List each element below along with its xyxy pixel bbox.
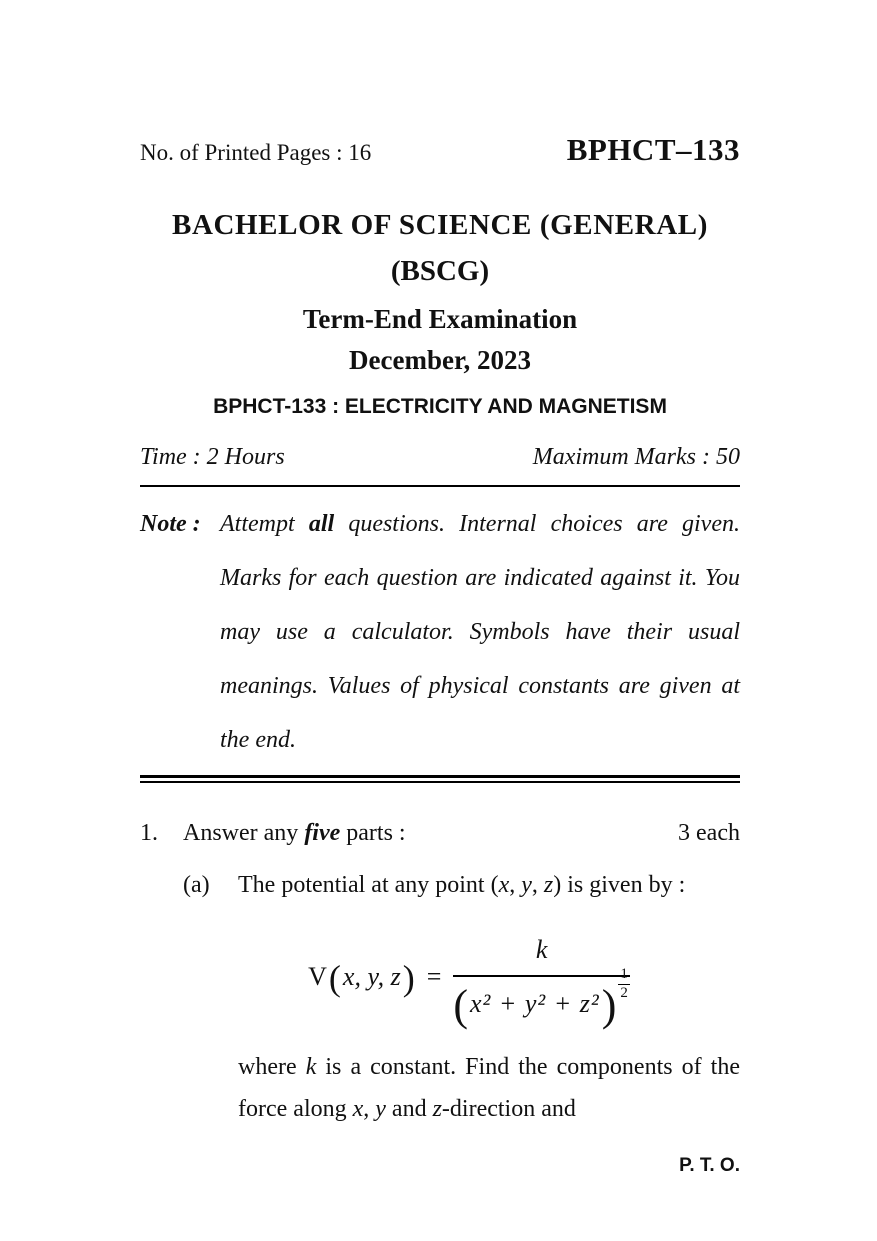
degree-title-line2: (BSCG) xyxy=(390,255,490,287)
note-label: Note : xyxy=(140,511,201,537)
course-title: BPHCT-133 : ELECTRICITY AND MAGNETISM xyxy=(213,395,667,418)
exponent-half xyxy=(618,966,630,1002)
double-horizontal-rule xyxy=(140,775,740,783)
time-marks-row xyxy=(140,442,740,473)
text-run: y xyxy=(521,872,532,898)
formula-args: x, y, z xyxy=(342,962,401,991)
note-block xyxy=(140,497,740,767)
exponent-numerator: 1 xyxy=(620,966,628,983)
part-a-text xyxy=(238,864,740,906)
part-label: (a) xyxy=(183,872,210,898)
horizontal-rule xyxy=(140,485,740,487)
time-allowed: Time : 2 Hours xyxy=(140,444,285,470)
close-paren: ) xyxy=(402,957,415,998)
question-marks: 3 each xyxy=(678,820,740,846)
printed-pages-count: No. of Printed Pages : 16 xyxy=(140,140,372,165)
question-intro xyxy=(183,817,406,850)
text-run: , xyxy=(509,872,522,898)
exponent-denominator: 2 xyxy=(620,984,628,1001)
fraction-numerator: k xyxy=(535,935,548,964)
text-run: parts : xyxy=(340,820,406,846)
denominator-body: x² + y² + z² xyxy=(470,989,600,1018)
text-run: z xyxy=(432,1096,442,1122)
open-paren: ( xyxy=(328,957,341,998)
text-run: five xyxy=(304,820,341,846)
denominator-open-paren: ( xyxy=(453,981,469,1031)
text-run: y xyxy=(375,1096,386,1122)
formula-lhs xyxy=(308,956,453,998)
text-run: The potential at any point ( xyxy=(238,872,499,898)
potential-formula xyxy=(238,922,700,1032)
pto-label: P. T. O. xyxy=(679,1155,740,1176)
text-run: , xyxy=(531,872,544,898)
fraction xyxy=(453,929,630,1031)
part-body xyxy=(238,864,740,1130)
fraction-denominator xyxy=(453,966,630,1031)
exam-session: December, 2023 xyxy=(349,345,531,375)
formula-v: V xyxy=(308,962,327,991)
text-run: is a constant. Find the components of the force along xyxy=(238,1054,740,1122)
question-1a xyxy=(183,864,740,1130)
text-run: where xyxy=(238,1054,306,1080)
text-run: questions. Internal choices are given. Marks for each question are indicated against it. You may use a calculator. Symbols have their usual meanings. Values of physical constants are given at the end. xyxy=(220,511,740,753)
part-a-continuation xyxy=(238,1046,740,1130)
text-run: Attempt xyxy=(220,511,309,537)
denominator-close-paren: ) xyxy=(601,981,617,1031)
text-run: k xyxy=(305,1054,317,1080)
text-run: all xyxy=(308,511,335,537)
text-run: x xyxy=(498,872,510,898)
note-text xyxy=(220,497,740,767)
top-row xyxy=(140,132,740,168)
question-1-header xyxy=(140,817,740,850)
exam-title: Term-End Examination xyxy=(302,304,578,334)
text-run: , xyxy=(363,1096,376,1122)
text-run: and xyxy=(385,1096,433,1122)
maximum-marks: Maximum Marks : 50 xyxy=(532,444,740,470)
text-run: x xyxy=(352,1096,364,1122)
text-run: -direction and xyxy=(441,1096,576,1122)
text-run: ) is given by : xyxy=(553,872,686,898)
text-run: z xyxy=(543,872,554,898)
paper-code: BPHCT–133 xyxy=(566,132,740,167)
equals-sign: = xyxy=(426,962,442,991)
degree-title-line1: BACHELOR OF SCIENCE (GENERAL) xyxy=(172,209,708,241)
question-number: 1. xyxy=(140,820,158,846)
text-run: Answer any xyxy=(183,820,305,846)
